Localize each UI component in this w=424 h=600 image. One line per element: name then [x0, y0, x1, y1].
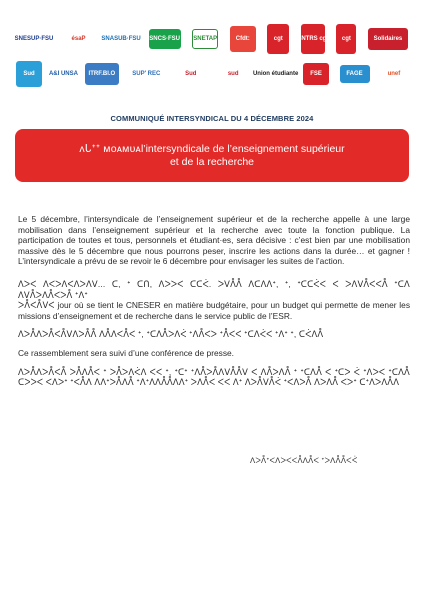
paragraph-cneser-text: jour où se tient le CNESER en matière budgétaire, pour un budget qui permette de mener les missions d’enseignement et de recherche dans le service public de l’ESR. [18, 300, 411, 321]
title-banner [15, 129, 409, 182]
sud-education-logo: sud [218, 61, 248, 87]
fse-logo: FSE [303, 63, 329, 85]
snasub-fsu-logo: SNASUB·FSU [105, 28, 137, 50]
sncs-fsu-logo: SNCS·FSU [149, 29, 181, 49]
paragraph-press-conference: Ce rassemblement sera suivi d’une conférence de presse. [18, 347, 234, 358]
logo-row-top [16, 22, 408, 56]
document-body [18, 214, 410, 396]
paragraph-cneser [18, 279, 410, 321]
solidaires-sud-logo: Sud [174, 62, 208, 86]
snetap-fsu-logo: SNETAP [192, 29, 218, 49]
paragraph-cneser-garbled: ᐱᐳᐸ ᐱᐸᐳᐱᐸᐱᐳᐱᐯ... ᑕ, ᐩ ᑕᑎ, ᐱᐳᐳᐸ ᑕᑕᐹ. ᐳᐯᐰᐰ ᐱᑕᐱᐱᐩ, ᐩ, ᐩᑕᑕᐹᐸ ᐸ ᐳᐱᐯᐰᐸᐸᐰ ᐩᑕᐱ ᐱᐯᐰᐳᐱᐰᐸᐳᐰ ᐩᐱᐩ [18, 278, 410, 300]
cesap-logo: ésaP [64, 33, 94, 45]
communique-title: COMMUNIQUÉ INTERSYNDICAL DU 4 DÉCEMBRE 2024 [110, 114, 314, 123]
banner-garbled-prefix: ʌᒐᐩᐩ ᴍᴏᴀᴍᴜᴀ [79, 142, 141, 155]
banner-title-main: l’intersyndicale de l’enseignement supérieur [140, 142, 345, 155]
signature: ᐱᐳᐰᐩᐸᐱᐳᐸᐸᐰᐱᐰᐸ ᐩᐳᐱᐰᐰᐸᐹ [250, 456, 358, 465]
union-etudiante-logo: Union étudiante [259, 63, 293, 85]
ai-unsa-logo: A&I UNSA [52, 63, 74, 85]
paragraph-rally-location: ᐱᐳᐰᐱᐳᐰᐸᐰᐯᐱᐳᐰᐰ ᐱᐰᐱᐸᐰᐸ ᐩ, ᐩᑕᐱᐰᐳᐱᐹ ᐩᐱᐰᐸᐳ ᐩᐰᐸᐸ ᐩᑕᐱᐹᐸ ᐩᐱᐩ ᐩ, ᑕᐹᐱᐰ [18, 329, 324, 340]
logo-row-bottom [16, 60, 408, 88]
cgt-inrae-logo: cgt [336, 24, 356, 54]
sntrs-cgt-logo: SNTRS cgt [301, 24, 325, 54]
sup-recherche-unsa-logo: SUP' REC [129, 65, 163, 83]
cfdt-logo: Cfdt: [230, 26, 256, 52]
cgt-ferc-logo: cgt [267, 24, 289, 54]
paragraph-cneser-lead: ᐳᐰᐸᐰᐯᐸ [18, 300, 55, 311]
snptes-logo: Sud [16, 61, 42, 87]
snesup-fsu-logo: SNESUP·FSU [16, 32, 52, 46]
banner-line-1 [79, 143, 344, 156]
banner-line-2: et de la recherche [169, 155, 255, 168]
paragraph-closing: ᐱᐳᐰᐱᐳᐰᐸᐰ ᐳᐰᐱᐰᐸ ᐩ ᐳᐰᐳᐱᐹᐱ ᐸᐸ ᐩ, ᐩᑕᐩ ᐩᐱᐰᐳᐰᐱᐯᐰᐰᐯ ᐸ ᐱᐰᐳᐱᐰ ᐩ ᐩᑕᐱᐰ ᐸ ᐩᑕᐳ ᐹ ᐩᐱᐳᐸ ᐩᑕᐱᐰ ᑕᐳᐳᐸ ᐸᐱᐳᐩ ᐩᐸᐰᐱ ᐱᐱᐩᐳᐰᐱᐰ ᐩᐱᐩᐱᐱᐰᐰᐱᐱᐩ ᐳᐱᐰᐸ ᐸᐸ ᐱᐩ ᐱᐳᐰᐯᐰᐹ ᐩᐸᐱᐳᐰ ᐱᐳᐱᐰ ᐸᐳᐩ ᑕᐩᐱᐳᐱᐰᐱ [18, 366, 410, 388]
unsa-itrf-logo: ITRF.BI.O [85, 63, 119, 85]
paragraph-call-to-mobilize: Le 5 décembre, l’intersyndicale de l’enseignement supérieur et de la recherche appelle à une large mobilisation dans l’enseignement supérieur et la recherche avec toute la fonction publique. La participation de toutes et tous, personnels et étudiant·es, sera décisive : c’est bien par une mobilisation massive dès le 5 décembre que nous pourrons peser, inscrire les actions dans la durée… et gagner ! L’intersyndicale a prévu de se revoir le 6 décembre pour envisager les suites de l’action. [18, 214, 410, 267]
unef-logo: unef [380, 66, 408, 82]
fage-logo: FAGE [340, 65, 370, 83]
solidaires-logo: Solidaires [368, 28, 408, 50]
